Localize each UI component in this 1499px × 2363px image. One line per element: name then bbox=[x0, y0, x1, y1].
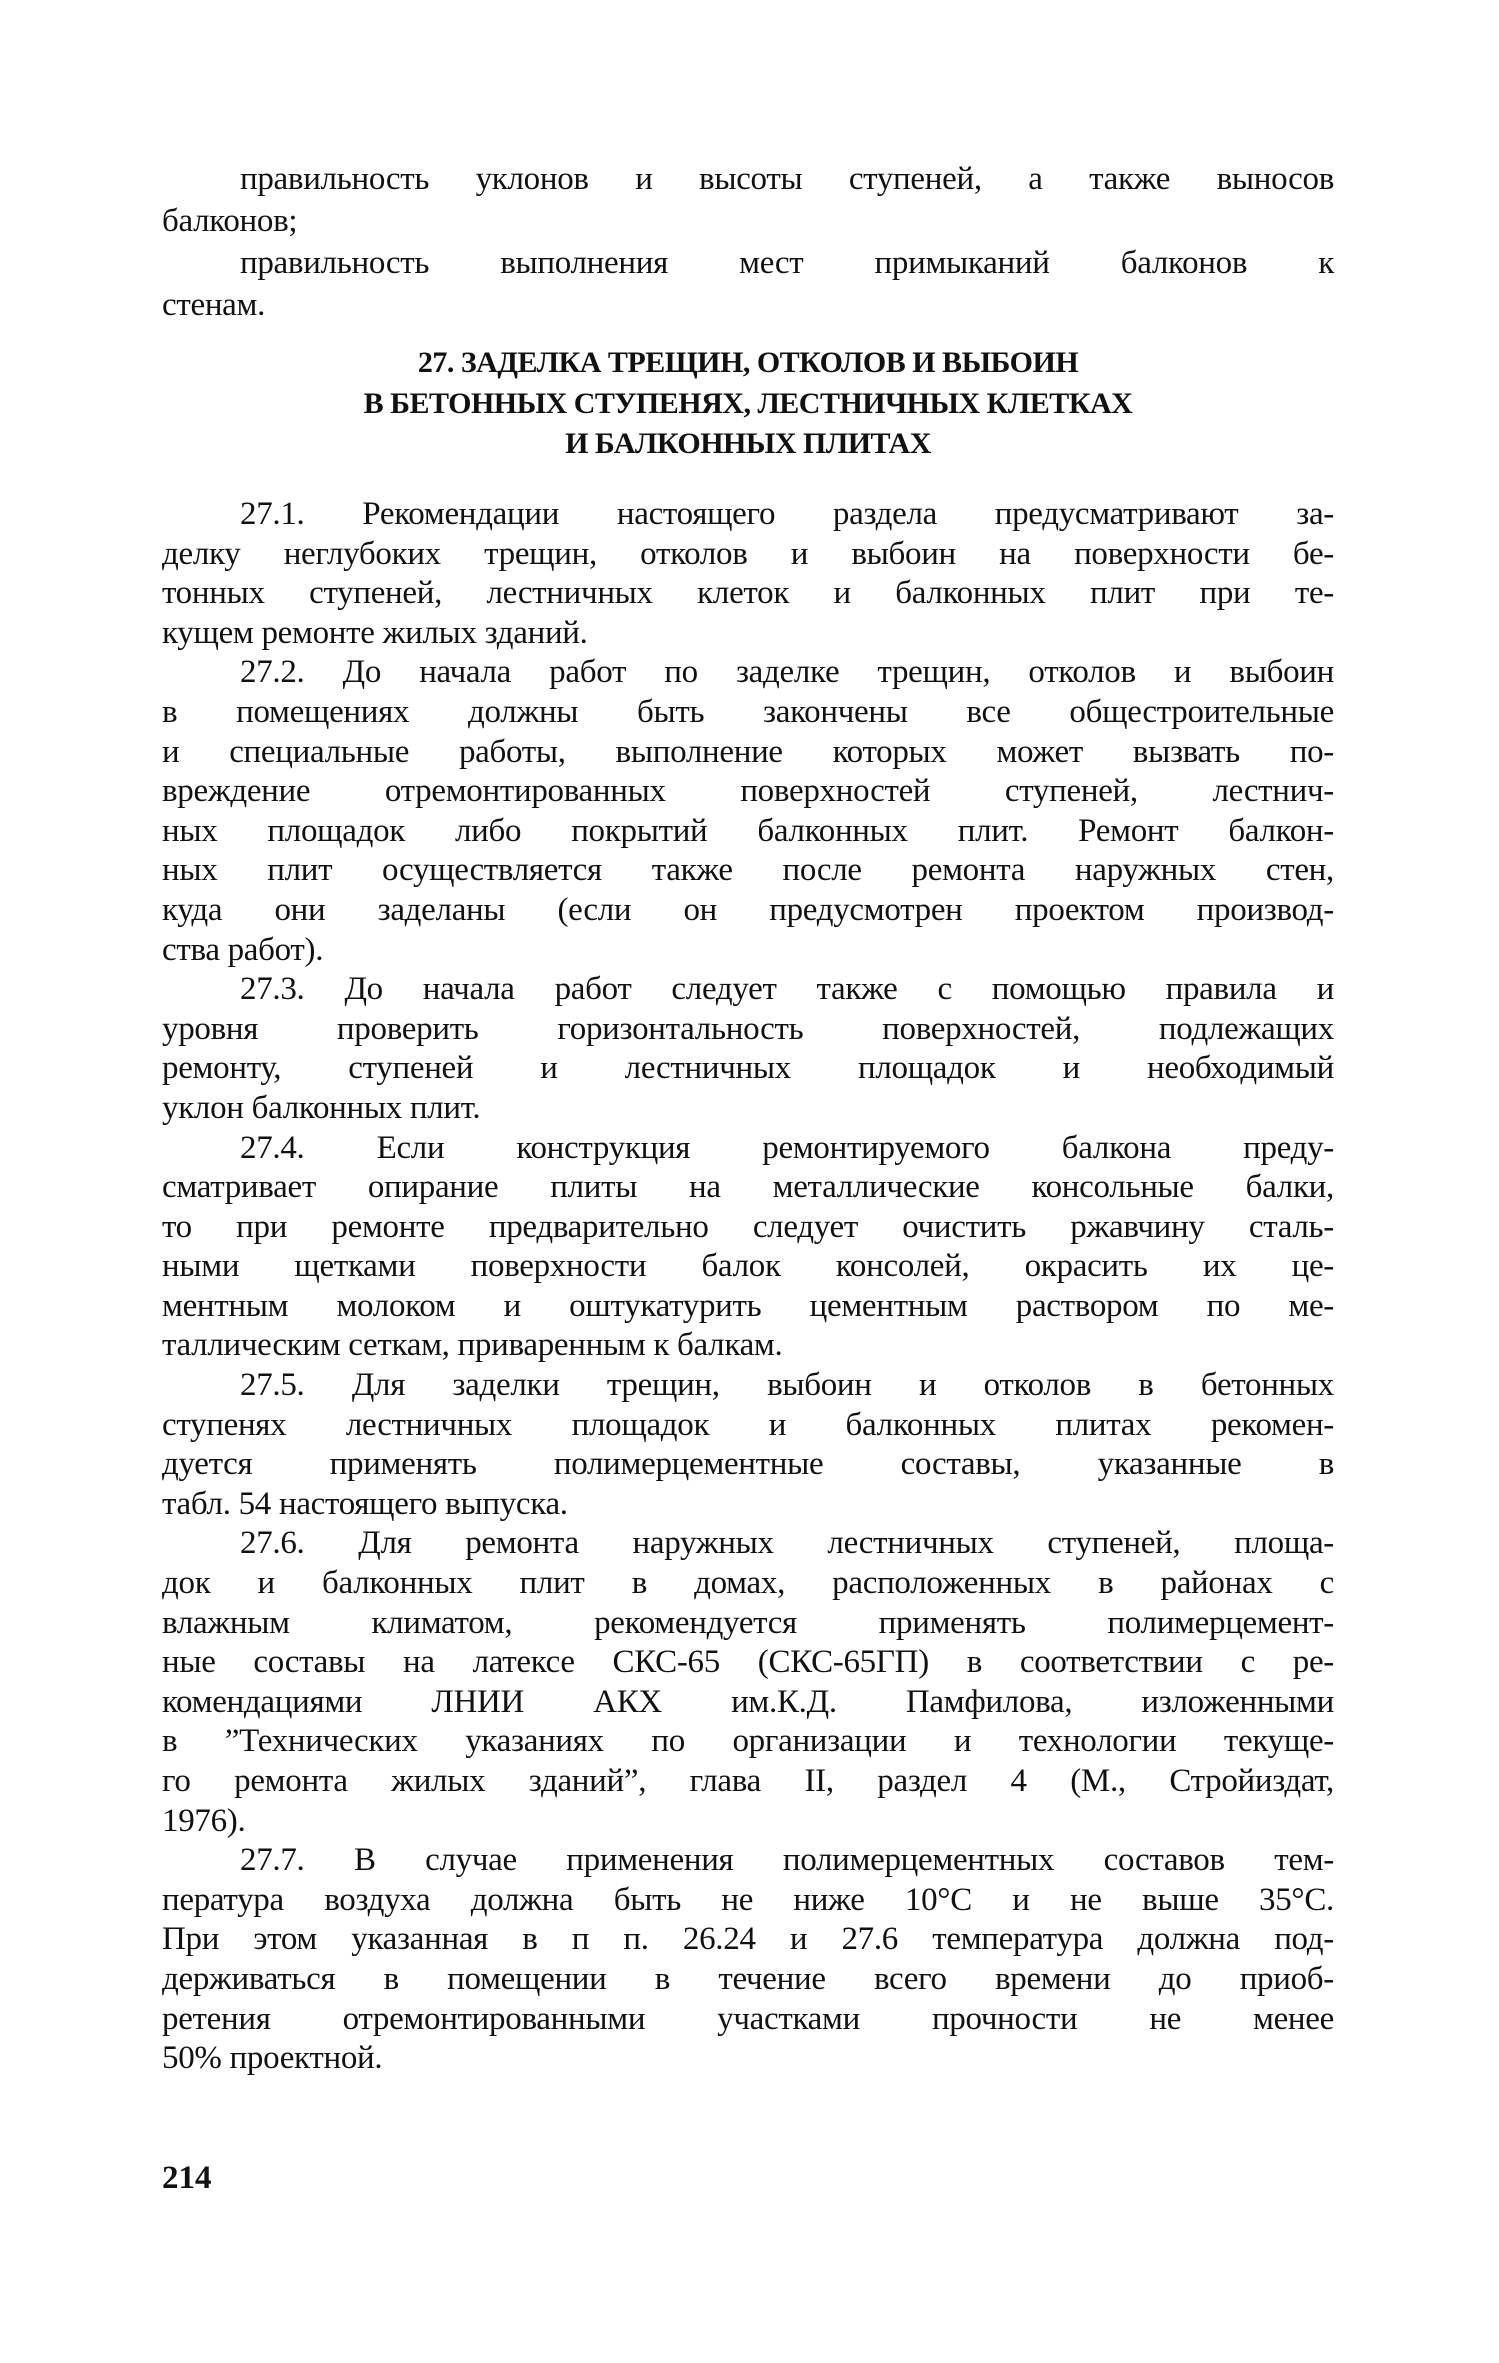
text-line: в ”Технических указаниях по организации и технологии текуще- bbox=[162, 1723, 1334, 1760]
text-line: таллическим сеткам, приваренным к балкам. bbox=[162, 1327, 783, 1364]
text-line: ных площадок либо покрытий балконных плит. Ремонт балкон- bbox=[162, 812, 1334, 849]
text-line: 27.1. Рекомендации настоящего раздела предусматривают за- bbox=[240, 496, 1334, 532]
heading-line: И БАЛКОННЫХ ПЛИТАХ bbox=[565, 427, 931, 460]
text-line: в помещениях должны быть закончены все общестроительные bbox=[162, 693, 1334, 730]
text-line: 27.4. Если конструкция ремонтируемого балкона преду- bbox=[240, 1129, 1334, 1166]
text-line: пература воздуха должна быть не ниже 10°С и не выше 35°С. bbox=[162, 1881, 1334, 1918]
paragraph bbox=[162, 1524, 1334, 1841]
text-line: вреждение отремонтированных поверхностей ступеней, лестнич- bbox=[162, 773, 1334, 810]
text-line: куда они заделаны (если он предусмотрен проектом производ- bbox=[162, 891, 1334, 928]
paragraph bbox=[162, 1129, 1334, 1367]
text-line: уровня проверить горизонтальность поверхностей, подлежащих bbox=[162, 1010, 1334, 1047]
text-line: делку неглубоких трещин, отколов и выбоин на поверхности бе- bbox=[162, 535, 1334, 572]
text-line: ных плит осуществляется также после ремонта наружных стен, bbox=[162, 852, 1334, 889]
heading-line: В БЕТОННЫХ СТУПЕНЯХ, ЛЕСТНИЧНЫХ КЛЕТКАХ bbox=[363, 386, 1133, 420]
text-line: ремонту, ступеней и лестничных площадок и необходимый bbox=[162, 1050, 1334, 1087]
text-line: сматривает опирание плиты на металлические консольные балки, bbox=[162, 1169, 1334, 1206]
intro-paragraph bbox=[162, 158, 1334, 242]
text-line: ные составы на латексе СКС-65 (СКС-65ГП) в соответствии с ре- bbox=[162, 1644, 1334, 1681]
text-line: ступенях лестничных площадок и балконных плитах рекомен- bbox=[162, 1406, 1334, 1443]
text-line: то при ремонте предварительно следует очистить ржавчину сталь- bbox=[162, 1208, 1334, 1245]
text-line: При этом указанная в п п. 26.24 и 27.6 температура должна под- bbox=[162, 1921, 1334, 1958]
text-line: тонных ступеней, лестничных клеток и балконных плит при те- bbox=[162, 575, 1334, 612]
text-line: правильность уклонов и высоты ступеней, а также выносов bbox=[240, 161, 1334, 197]
text-line: 50% проектной. bbox=[162, 2040, 383, 2077]
text-line: уклон балконных плит. bbox=[162, 1089, 481, 1126]
text-line: правильность выполнения мест примыканий балконов к bbox=[240, 245, 1334, 281]
page-number: 214 bbox=[162, 2160, 212, 2196]
text-line: балконов; bbox=[162, 203, 298, 239]
text-line: 27.5. Для заделки трещин, выбоин и отколов в бетонных bbox=[240, 1367, 1334, 1404]
text-line: ретения отремонтированными участками прочности не менее bbox=[162, 2000, 1334, 2037]
text-line: 27.2. До начала работ по заделке трещин, отколов и выбоин bbox=[240, 654, 1334, 691]
text-line: 1976). bbox=[162, 1802, 246, 1839]
text-line: дуется применять полимерцементные составы, указанные в bbox=[162, 1446, 1334, 1483]
text-line: стенам. bbox=[162, 287, 266, 323]
paragraph bbox=[162, 970, 1334, 1128]
paragraph bbox=[162, 653, 1334, 970]
text-line: кущем ремонте жилых зданий. bbox=[162, 614, 588, 651]
text-line: ментным молоком и оштукатурить цементным раствором по ме- bbox=[162, 1287, 1334, 1324]
text-line: 27.6. Для ремонта наружных лестничных ступеней, площа- bbox=[240, 1525, 1334, 1562]
text-line: держиваться в помещении в течение всего времени до приоб- bbox=[162, 1960, 1334, 1997]
intro-text bbox=[162, 158, 1334, 326]
paragraph bbox=[162, 495, 1334, 653]
section-heading bbox=[162, 343, 1334, 465]
heading-line: 27. ЗАДЕЛКА ТРЕЩИН, ОТКОЛОВ И ВЫБОИН bbox=[417, 346, 1079, 379]
text-line: ными щетками поверхности балок консолей, окрасить их це- bbox=[162, 1248, 1334, 1285]
intro-paragraph bbox=[162, 242, 1334, 326]
text-line: влажным климатом, рекомендуется применять полимерцемент- bbox=[162, 1604, 1334, 1641]
text-line: табл. 54 настоящего выпуска. bbox=[162, 1485, 568, 1522]
text-line: комендациями ЛНИИ АКХ им.К.Д. Памфилова, изложенными bbox=[162, 1683, 1334, 1720]
paragraph bbox=[162, 1841, 1334, 2079]
section-body bbox=[162, 495, 1334, 2079]
text-line: ства работ). bbox=[162, 931, 324, 968]
text-line: док и балконных плит в домах, расположенных в районах с bbox=[162, 1565, 1334, 1602]
text-line: 27.3. До начала работ следует также с помощью правила и bbox=[240, 971, 1334, 1008]
text-line: го ремонта жилых зданий”, глава II, раздел 4 (М., Стройиздат, bbox=[162, 1763, 1334, 1799]
paragraph bbox=[162, 1366, 1334, 1524]
text-line: 27.7. В случае применения полимерцементных составов тем- bbox=[240, 1842, 1334, 1879]
text-line: и специальные работы, выполнение которых может вызвать по- bbox=[162, 733, 1334, 770]
